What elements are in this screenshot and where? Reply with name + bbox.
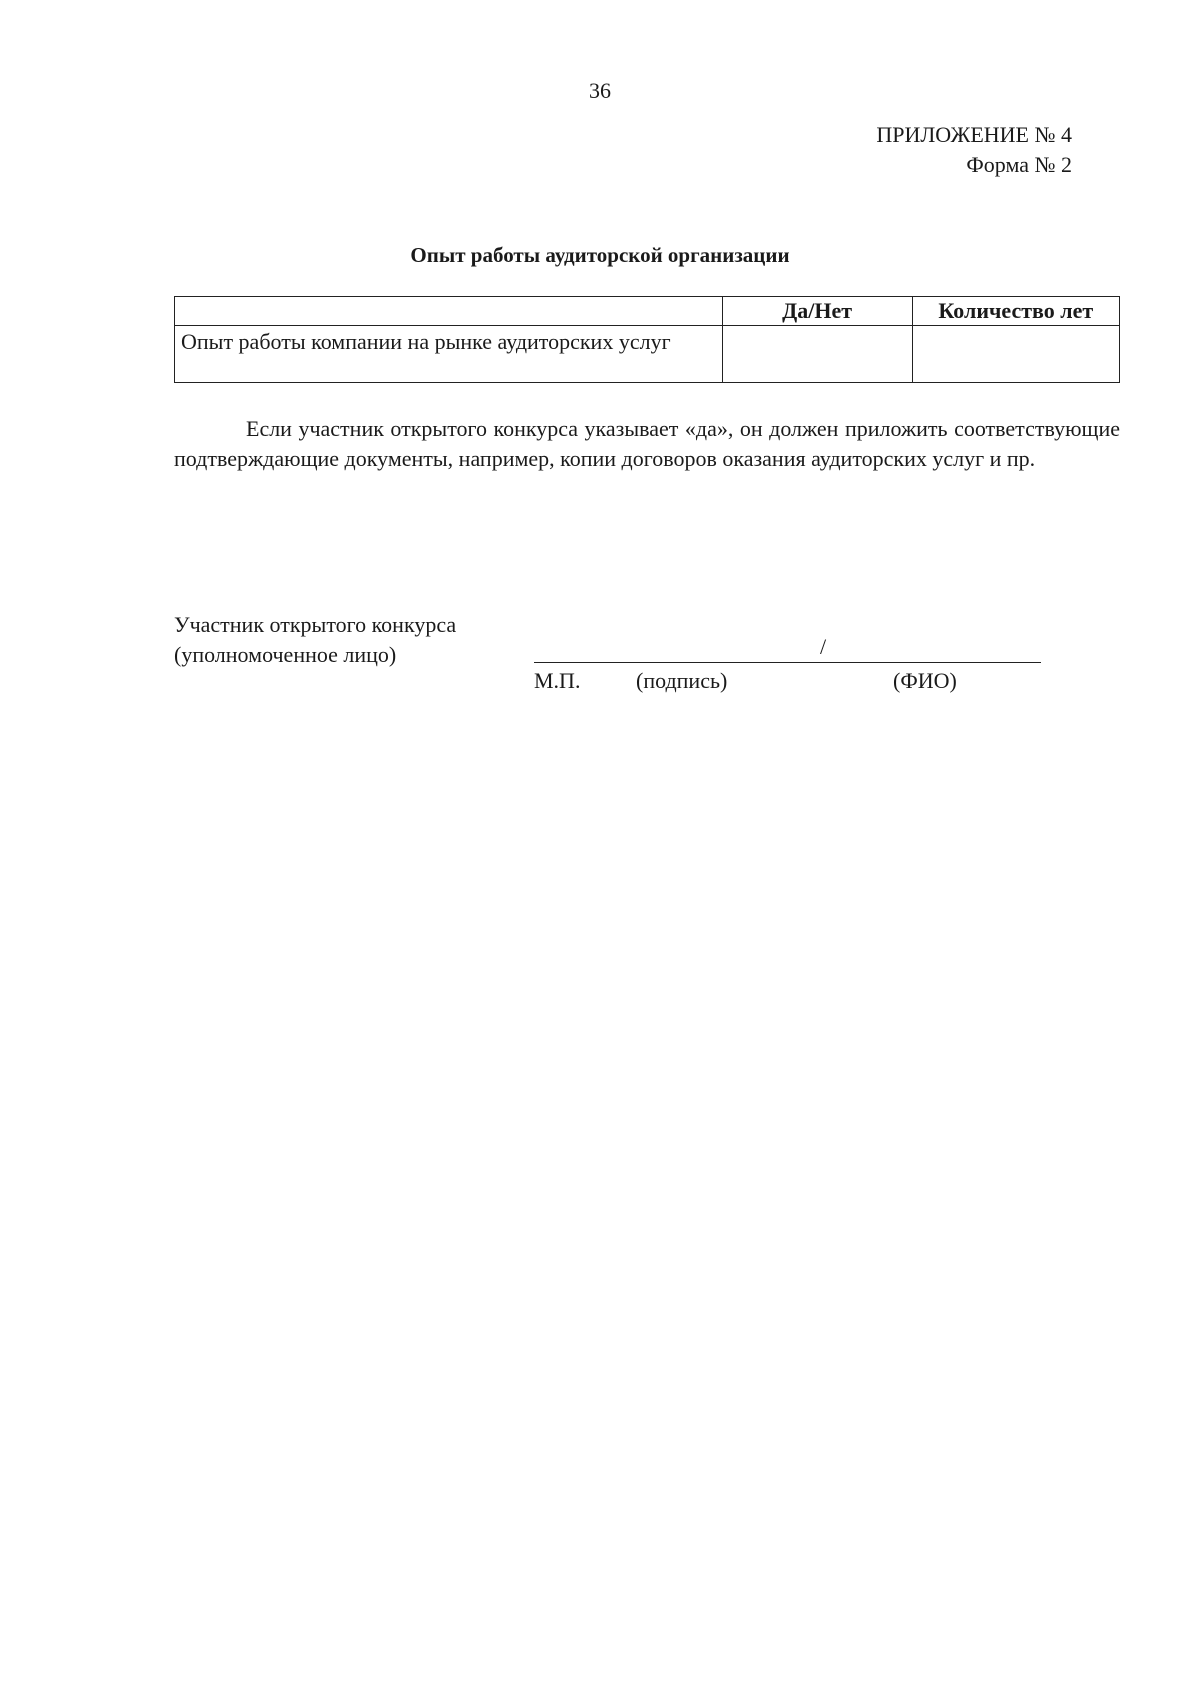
experience-table xyxy=(174,296,1120,383)
header-yes-no: Да/Нет xyxy=(722,297,912,326)
participant-line-1: Участник открытого конкурса xyxy=(174,612,457,637)
header-years: Количество лет xyxy=(912,297,1119,326)
stamp-label: М.П. xyxy=(534,668,581,693)
table-row xyxy=(175,326,1120,383)
page-number: 36 xyxy=(589,78,611,103)
instruction-paragraph: Если участник открытого конкурса указывает «да», он должен приложить соответствующие подтверждающие документы, например, копии договоров оказания аудиторских услуг и пр. xyxy=(174,416,1120,471)
criteria-cell: Опыт работы компании на рынке аудиторских услуг xyxy=(175,326,723,383)
form-number: Форма № 2 xyxy=(966,152,1072,177)
years-cell[interactable] xyxy=(912,326,1119,383)
signature-line[interactable] xyxy=(534,662,1041,663)
appendix-number: ПРИЛОЖЕНИЕ № 4 xyxy=(876,122,1072,147)
document-title: Опыт работы аудиторской организации xyxy=(410,243,790,267)
yes-no-cell[interactable] xyxy=(722,326,912,383)
signature-separator: / xyxy=(820,634,827,659)
header-criteria xyxy=(175,297,723,326)
participant-line-2: (уполномоченное лицо) xyxy=(174,642,397,667)
table-header-row xyxy=(175,297,1120,326)
appendix-header xyxy=(876,120,1072,180)
name-label: (ФИО) xyxy=(893,668,957,693)
signature-label: (подпись) xyxy=(636,668,728,693)
participant-label xyxy=(174,610,456,670)
